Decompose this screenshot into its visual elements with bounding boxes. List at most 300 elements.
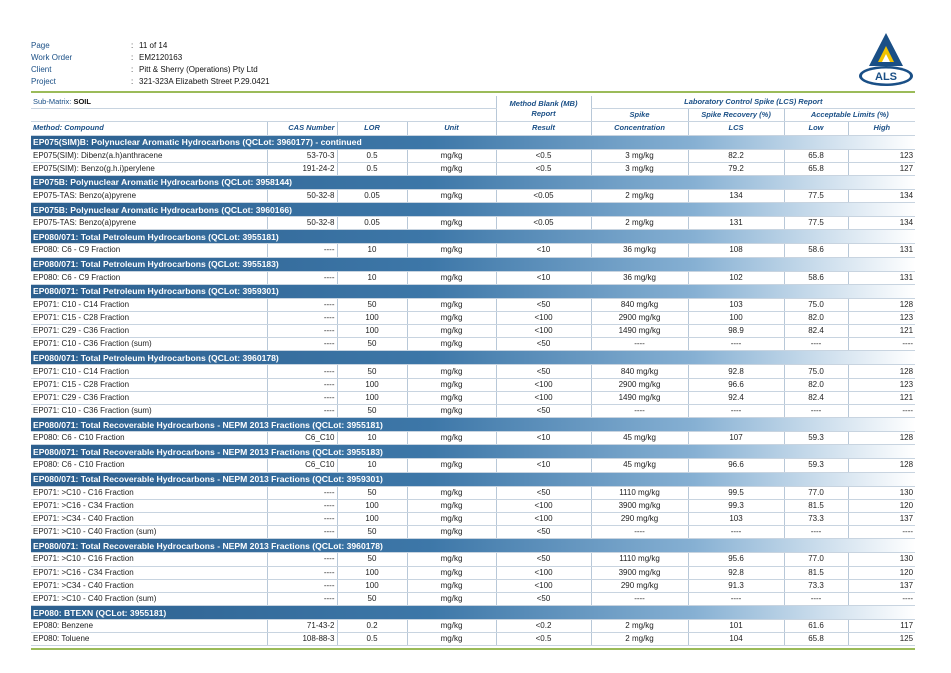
result-cell: <10	[496, 244, 591, 257]
cas-number-cell: ----	[267, 298, 337, 311]
high-limit-cell: 137	[848, 579, 915, 592]
compound-cell: EP071: >C16 - C34 Fraction	[31, 499, 267, 512]
table-row	[31, 633, 915, 646]
col-method-header: Method: Compound	[31, 122, 267, 135]
unit-cell: mg/kg	[407, 298, 496, 311]
high-limit-cell: 130	[848, 486, 915, 499]
table-row	[31, 365, 915, 378]
high-limit-cell: 123	[848, 311, 915, 324]
low-limit-cell: 58.6	[784, 244, 848, 257]
low-limit-cell: 77.5	[784, 217, 848, 230]
table-row	[31, 311, 915, 324]
qc-lot-group-header	[31, 257, 915, 271]
low-limit-cell: 77.0	[784, 486, 848, 499]
cas-number-cell: ----	[267, 512, 337, 525]
compound-cell: EP080: Toluene	[31, 633, 267, 646]
low-limit-cell: 77.0	[784, 553, 848, 566]
unit-cell: mg/kg	[407, 486, 496, 499]
low-limit-cell: 82.4	[784, 325, 848, 338]
lcs-cell: 104	[688, 633, 784, 646]
lcs-cell: 103	[688, 512, 784, 525]
table-row	[31, 620, 915, 633]
lor-cell: 100	[337, 311, 407, 324]
concentration-cell: 2 mg/kg	[591, 633, 688, 646]
lcs-cell: 98.9	[688, 325, 784, 338]
high-limit-cell: 120	[848, 499, 915, 512]
lcs-cell: 82.2	[688, 149, 784, 162]
result-cell: <50	[496, 486, 591, 499]
table-row	[31, 553, 915, 566]
compound-cell: EP075-TAS: Benzo(a)pyrene	[31, 189, 267, 202]
lcs-cell: ----	[688, 592, 784, 605]
compound-cell: EP071: C29 - C36 Fraction	[31, 325, 267, 338]
spike-recovery-header: Spike Recovery (%)	[688, 109, 784, 122]
unit-cell: mg/kg	[407, 592, 496, 605]
lcs-cell: 92.8	[688, 566, 784, 579]
table-row	[31, 149, 915, 162]
table-row	[31, 459, 915, 472]
table-row	[31, 162, 915, 175]
unit-cell: mg/kg	[407, 378, 496, 391]
high-limit-cell: ----	[848, 405, 915, 418]
col-cas-header: CAS Number	[267, 122, 337, 135]
low-limit-cell: 65.8	[784, 149, 848, 162]
result-cell: <100	[496, 325, 591, 338]
result-cell: <100	[496, 378, 591, 391]
colon: :	[131, 53, 134, 62]
high-limit-cell: ----	[848, 338, 915, 351]
high-limit-cell: 131	[848, 244, 915, 257]
low-limit-cell: 73.3	[784, 579, 848, 592]
high-limit-cell: 131	[848, 271, 915, 284]
result-cell: <0.5	[496, 162, 591, 175]
high-limit-cell: 134	[848, 217, 915, 230]
lor-cell: 50	[337, 298, 407, 311]
unit-cell: mg/kg	[407, 566, 496, 579]
high-limit-cell: 121	[848, 391, 915, 404]
lor-cell: 100	[337, 499, 407, 512]
compound-cell: EP080: Benzene	[31, 620, 267, 633]
lcs-cell: 92.8	[688, 365, 784, 378]
cas-number-cell: 50-32-8	[267, 189, 337, 202]
concentration-cell: 840 mg/kg	[591, 298, 688, 311]
group-title: EP080/071: Total Recoverable Hydrocarbons - NEPM 2013 Fractions (QCLot: 3960178)	[31, 539, 915, 553]
table-row	[31, 566, 915, 579]
als-logo-icon	[857, 32, 915, 88]
report-header	[31, 40, 270, 88]
lcs-report-header: Laboratory Control Spike (LCS) Report	[591, 96, 915, 109]
lcs-cell: 79.2	[688, 162, 784, 175]
low-limit-cell: 75.0	[784, 365, 848, 378]
compound-cell: EP071: >C10 - C16 Fraction	[31, 553, 267, 566]
unit-cell: mg/kg	[407, 553, 496, 566]
unit-cell: mg/kg	[407, 162, 496, 175]
colon: :	[131, 77, 134, 86]
compound-cell: EP080: C6 - C10 Fraction	[31, 459, 267, 472]
table-row	[31, 298, 915, 311]
concentration-cell: 1110 mg/kg	[591, 553, 688, 566]
low-limit-cell: 73.3	[784, 512, 848, 525]
unit-cell: mg/kg	[407, 459, 496, 472]
group-title: EP080/071: Total Petroleum Hydrocarbons (QCLot: 3960178)	[31, 351, 915, 365]
lor-cell: 10	[337, 459, 407, 472]
low-limit-cell: ----	[784, 526, 848, 539]
low-limit-cell: 65.8	[784, 162, 848, 175]
concentration-cell: 290 mg/kg	[591, 579, 688, 592]
result-cell: <0.05	[496, 189, 591, 202]
high-limit-cell: 128	[848, 298, 915, 311]
table-row	[31, 189, 915, 202]
cas-number-cell: ----	[267, 553, 337, 566]
high-limit-cell: 128	[848, 432, 915, 445]
compound-cell: EP071: C10 - C36 Fraction (sum)	[31, 338, 267, 351]
submatrix-value: SOIL	[73, 97, 91, 107]
table-row	[31, 391, 915, 404]
unit-cell: mg/kg	[407, 405, 496, 418]
qc-lot-group-header	[31, 351, 915, 365]
result-cell: <50	[496, 405, 591, 418]
table-row	[31, 405, 915, 418]
unit-cell: mg/kg	[407, 499, 496, 512]
lcs-cell: 101	[688, 620, 784, 633]
lcs-report-table-wrap	[31, 96, 915, 646]
result-cell: <0.5	[496, 633, 591, 646]
low-limit-cell: 75.0	[784, 298, 848, 311]
lor-cell: 10	[337, 432, 407, 445]
group-title: EP080/071: Total Recoverable Hydrocarbons - NEPM 2013 Fractions (QCLot: 3959301)	[31, 472, 915, 486]
cas-number-cell: ----	[267, 271, 337, 284]
table-row	[31, 378, 915, 391]
colon: :	[131, 41, 134, 50]
low-limit-cell: ----	[784, 592, 848, 605]
lcs-cell: ----	[688, 405, 784, 418]
qc-lot-group-header	[31, 203, 915, 217]
result-cell: <100	[496, 391, 591, 404]
high-limit-cell: ----	[848, 592, 915, 605]
high-limit-cell: 128	[848, 365, 915, 378]
cas-number-cell: ----	[267, 486, 337, 499]
high-limit-cell: 121	[848, 325, 915, 338]
high-limit-cell: 125	[848, 633, 915, 646]
table-row	[31, 432, 915, 445]
lor-cell: 100	[337, 391, 407, 404]
compound-cell: EP071: C10 - C14 Fraction	[31, 298, 267, 311]
cas-number-cell: ----	[267, 566, 337, 579]
lor-cell: 0.2	[337, 620, 407, 633]
result-cell: <0.05	[496, 217, 591, 230]
cas-number-cell: ----	[267, 378, 337, 391]
table-row	[31, 271, 915, 284]
compound-cell: EP071: >C10 - C40 Fraction (sum)	[31, 592, 267, 605]
concentration-cell: 36 mg/kg	[591, 244, 688, 257]
col-low-header: Low	[784, 122, 848, 135]
table-row	[31, 499, 915, 512]
col-unit-header: Unit	[407, 122, 496, 135]
lcs-cell: 107	[688, 432, 784, 445]
table-row	[31, 579, 915, 592]
table-row	[31, 526, 915, 539]
spike-header: Spike	[591, 109, 688, 122]
cas-number-cell: ----	[267, 244, 337, 257]
method-blank-header: Method Blank (MB) Report	[496, 96, 591, 122]
cas-number-cell: ----	[267, 499, 337, 512]
compound-cell: EP071: C15 - C28 Fraction	[31, 378, 267, 391]
cas-number-cell: ----	[267, 391, 337, 404]
lcs-cell: 91.3	[688, 579, 784, 592]
unit-cell: mg/kg	[407, 391, 496, 404]
concentration-cell: 2900 mg/kg	[591, 311, 688, 324]
table-row	[31, 486, 915, 499]
cas-number-cell: ----	[267, 592, 337, 605]
unit-cell: mg/kg	[407, 526, 496, 539]
high-limit-cell: 137	[848, 512, 915, 525]
result-cell: <100	[496, 579, 591, 592]
acceptable-limits-header: Acceptable Limits (%)	[784, 109, 915, 122]
high-limit-cell: 127	[848, 162, 915, 175]
compound-cell: EP071: >C10 - C16 Fraction	[31, 486, 267, 499]
page-label: Page	[31, 41, 50, 50]
concentration-cell: ----	[591, 338, 688, 351]
result-cell: <10	[496, 432, 591, 445]
unit-cell: mg/kg	[407, 432, 496, 445]
group-title: EP075B: Polynuclear Aromatic Hydrocarbons (QCLot: 3960166)	[31, 203, 915, 217]
lcs-report-table	[31, 96, 915, 646]
concentration-cell: 3 mg/kg	[591, 149, 688, 162]
compound-cell: EP071: >C34 - C40 Fraction	[31, 579, 267, 592]
cas-number-cell: 50-32-8	[267, 217, 337, 230]
high-limit-cell: 120	[848, 566, 915, 579]
cas-number-cell: 108-88-3	[267, 633, 337, 646]
cas-number-cell: C6_C10	[267, 459, 337, 472]
unit-cell: mg/kg	[407, 338, 496, 351]
lor-cell: 10	[337, 244, 407, 257]
compound-cell: EP075-TAS: Benzo(a)pyrene	[31, 217, 267, 230]
project-value: 321-323A Elizabeth Street P.29.0421	[139, 77, 270, 86]
concentration-cell: 3 mg/kg	[591, 162, 688, 175]
concentration-cell: 3900 mg/kg	[591, 566, 688, 579]
page-value: 11 of 14	[139, 41, 168, 50]
concentration-cell: 36 mg/kg	[591, 271, 688, 284]
compound-cell: EP071: >C34 - C40 Fraction	[31, 512, 267, 525]
cas-number-cell: 53-70-3	[267, 149, 337, 162]
lcs-cell: 131	[688, 217, 784, 230]
compound-cell: EP071: >C10 - C40 Fraction (sum)	[31, 526, 267, 539]
group-title: EP080/071: Total Petroleum Hydrocarbons (QCLot: 3955183)	[31, 257, 915, 271]
unit-cell: mg/kg	[407, 365, 496, 378]
low-limit-cell: 61.6	[784, 620, 848, 633]
table-row	[31, 325, 915, 338]
group-title: EP075(SIM)B: Polynuclear Aromatic Hydrocarbons (QCLot: 3960177) - continued	[31, 135, 915, 149]
lor-cell: 100	[337, 512, 407, 525]
table-row	[31, 592, 915, 605]
lor-cell: 100	[337, 378, 407, 391]
low-limit-cell: 81.5	[784, 566, 848, 579]
low-limit-cell: 65.8	[784, 633, 848, 646]
cas-number-cell: ----	[267, 365, 337, 378]
high-limit-cell: 117	[848, 620, 915, 633]
submatrix-cell: Sub-Matrix: SOIL	[31, 96, 496, 109]
group-title: EP080/071: Total Recoverable Hydrocarbons - NEPM 2013 Fractions (QCLot: 3955183)	[31, 445, 915, 459]
lcs-cell: 99.5	[688, 486, 784, 499]
concentration-cell: ----	[591, 592, 688, 605]
footer-divider	[31, 648, 915, 650]
low-limit-cell: 81.5	[784, 499, 848, 512]
table-body	[31, 135, 915, 646]
lor-cell: 100	[337, 325, 407, 338]
group-title: EP080/071: Total Petroleum Hydrocarbons (QCLot: 3955181)	[31, 230, 915, 244]
col-result-header: Result	[496, 122, 591, 135]
header-work-order-row	[31, 52, 270, 64]
low-limit-cell: 82.0	[784, 378, 848, 391]
client-value: Pitt & Sherry (Operations) Pty Ltd	[139, 65, 258, 74]
blank-header-cell	[31, 109, 496, 122]
unit-cell: mg/kg	[407, 512, 496, 525]
concentration-cell: 1490 mg/kg	[591, 391, 688, 404]
table-row	[31, 338, 915, 351]
low-limit-cell: 82.4	[784, 391, 848, 404]
header-page-row	[31, 40, 270, 52]
low-limit-cell: 82.0	[784, 311, 848, 324]
concentration-cell: 840 mg/kg	[591, 365, 688, 378]
qc-lot-group-header	[31, 175, 915, 189]
lcs-cell: 96.6	[688, 378, 784, 391]
colon: :	[131, 65, 134, 74]
unit-cell: mg/kg	[407, 149, 496, 162]
result-cell: <100	[496, 566, 591, 579]
lor-cell: 50	[337, 486, 407, 499]
client-label: Client	[31, 65, 52, 74]
lcs-cell: 134	[688, 189, 784, 202]
unit-cell: mg/kg	[407, 633, 496, 646]
compound-cell: EP075(SIM): Benzo(g.h.i)perylene	[31, 162, 267, 175]
compound-cell: EP080: C6 - C9 Fraction	[31, 271, 267, 284]
lor-cell: 50	[337, 405, 407, 418]
lor-cell: 50	[337, 365, 407, 378]
cas-number-cell: ----	[267, 338, 337, 351]
low-limit-cell: 59.3	[784, 459, 848, 472]
compound-cell: EP071: C10 - C36 Fraction (sum)	[31, 405, 267, 418]
concentration-cell: 1110 mg/kg	[591, 486, 688, 499]
submatrix-label: Sub-Matrix	[33, 97, 70, 107]
qc-lot-group-header	[31, 230, 915, 244]
concentration-cell: 1490 mg/kg	[591, 325, 688, 338]
lcs-cell: 108	[688, 244, 784, 257]
compound-cell: EP071: C10 - C14 Fraction	[31, 365, 267, 378]
unit-cell: mg/kg	[407, 620, 496, 633]
concentration-cell: 45 mg/kg	[591, 432, 688, 445]
qc-lot-group-header	[31, 284, 915, 298]
lor-cell: 50	[337, 592, 407, 605]
high-limit-cell: 130	[848, 553, 915, 566]
table-row	[31, 217, 915, 230]
unit-cell: mg/kg	[407, 325, 496, 338]
lcs-cell: 99.3	[688, 499, 784, 512]
compound-cell: EP071: C15 - C28 Fraction	[31, 311, 267, 324]
table-row	[31, 512, 915, 525]
lcs-cell: 100	[688, 311, 784, 324]
result-cell: <100	[496, 512, 591, 525]
compound-cell: EP071: C29 - C36 Fraction	[31, 391, 267, 404]
group-title: EP080: BTEXN (QCLot: 3955181)	[31, 606, 915, 620]
cas-number-cell: ----	[267, 526, 337, 539]
lcs-cell: ----	[688, 338, 784, 351]
lor-cell: 100	[337, 566, 407, 579]
qc-lot-group-header	[31, 472, 915, 486]
unit-cell: mg/kg	[407, 271, 496, 284]
result-cell: <0.5	[496, 149, 591, 162]
concentration-cell: 2 mg/kg	[591, 189, 688, 202]
qc-lot-group-header	[31, 539, 915, 553]
cas-number-cell: C6_C10	[267, 432, 337, 445]
result-cell: <10	[496, 271, 591, 284]
high-limit-cell: ----	[848, 526, 915, 539]
result-cell: <100	[496, 499, 591, 512]
compound-cell: EP080: C6 - C10 Fraction	[31, 432, 267, 445]
high-limit-cell: 123	[848, 378, 915, 391]
lcs-cell: 95.6	[688, 553, 784, 566]
low-limit-cell: 58.6	[784, 271, 848, 284]
high-limit-cell: 134	[848, 189, 915, 202]
low-limit-cell: 77.5	[784, 189, 848, 202]
group-title: EP080/071: Total Recoverable Hydrocarbons - NEPM 2013 Fractions (QCLot: 3955181)	[31, 418, 915, 432]
lor-cell: 0.05	[337, 217, 407, 230]
result-cell: <50	[496, 592, 591, 605]
header-project-row	[31, 76, 270, 88]
group-title: EP075B: Polynuclear Aromatic Hydrocarbons (QCLot: 3958144)	[31, 175, 915, 189]
concentration-cell: ----	[591, 526, 688, 539]
concentration-cell: 2900 mg/kg	[591, 378, 688, 391]
logo-text: ALS	[875, 71, 897, 83]
col-lor-header: LOR	[337, 122, 407, 135]
concentration-cell: 2 mg/kg	[591, 217, 688, 230]
cas-number-cell: ----	[267, 579, 337, 592]
result-cell: <50	[496, 338, 591, 351]
table-row	[31, 244, 915, 257]
low-limit-cell: 59.3	[784, 432, 848, 445]
cas-number-cell: ----	[267, 325, 337, 338]
qc-lot-group-header	[31, 418, 915, 432]
lcs-cell: 92.4	[688, 391, 784, 404]
result-cell: <50	[496, 298, 591, 311]
qc-lot-group-header	[31, 606, 915, 620]
unit-cell: mg/kg	[407, 244, 496, 257]
lcs-cell: ----	[688, 526, 784, 539]
unit-cell: mg/kg	[407, 311, 496, 324]
lor-cell: 50	[337, 338, 407, 351]
result-cell: <50	[496, 553, 591, 566]
low-limit-cell: ----	[784, 338, 848, 351]
col-lcs-header: LCS	[688, 122, 784, 135]
result-cell: <10	[496, 459, 591, 472]
col-concentration-header: Concentration	[591, 122, 688, 135]
cas-number-cell: ----	[267, 405, 337, 418]
qc-lot-group-header	[31, 445, 915, 459]
lor-cell: 0.05	[337, 189, 407, 202]
lor-cell: 0.5	[337, 633, 407, 646]
concentration-cell: 290 mg/kg	[591, 512, 688, 525]
work-order-value: EM2120163	[139, 53, 183, 62]
compound-cell: EP080: C6 - C9 Fraction	[31, 244, 267, 257]
result-cell: <0.2	[496, 620, 591, 633]
lor-cell: 0.5	[337, 162, 407, 175]
result-cell: <50	[496, 526, 591, 539]
header-client-row	[31, 64, 270, 76]
lor-cell: 100	[337, 579, 407, 592]
unit-cell: mg/kg	[407, 217, 496, 230]
concentration-cell: 2 mg/kg	[591, 620, 688, 633]
cas-number-cell: ----	[267, 311, 337, 324]
cas-number-cell: 191-24-2	[267, 162, 337, 175]
